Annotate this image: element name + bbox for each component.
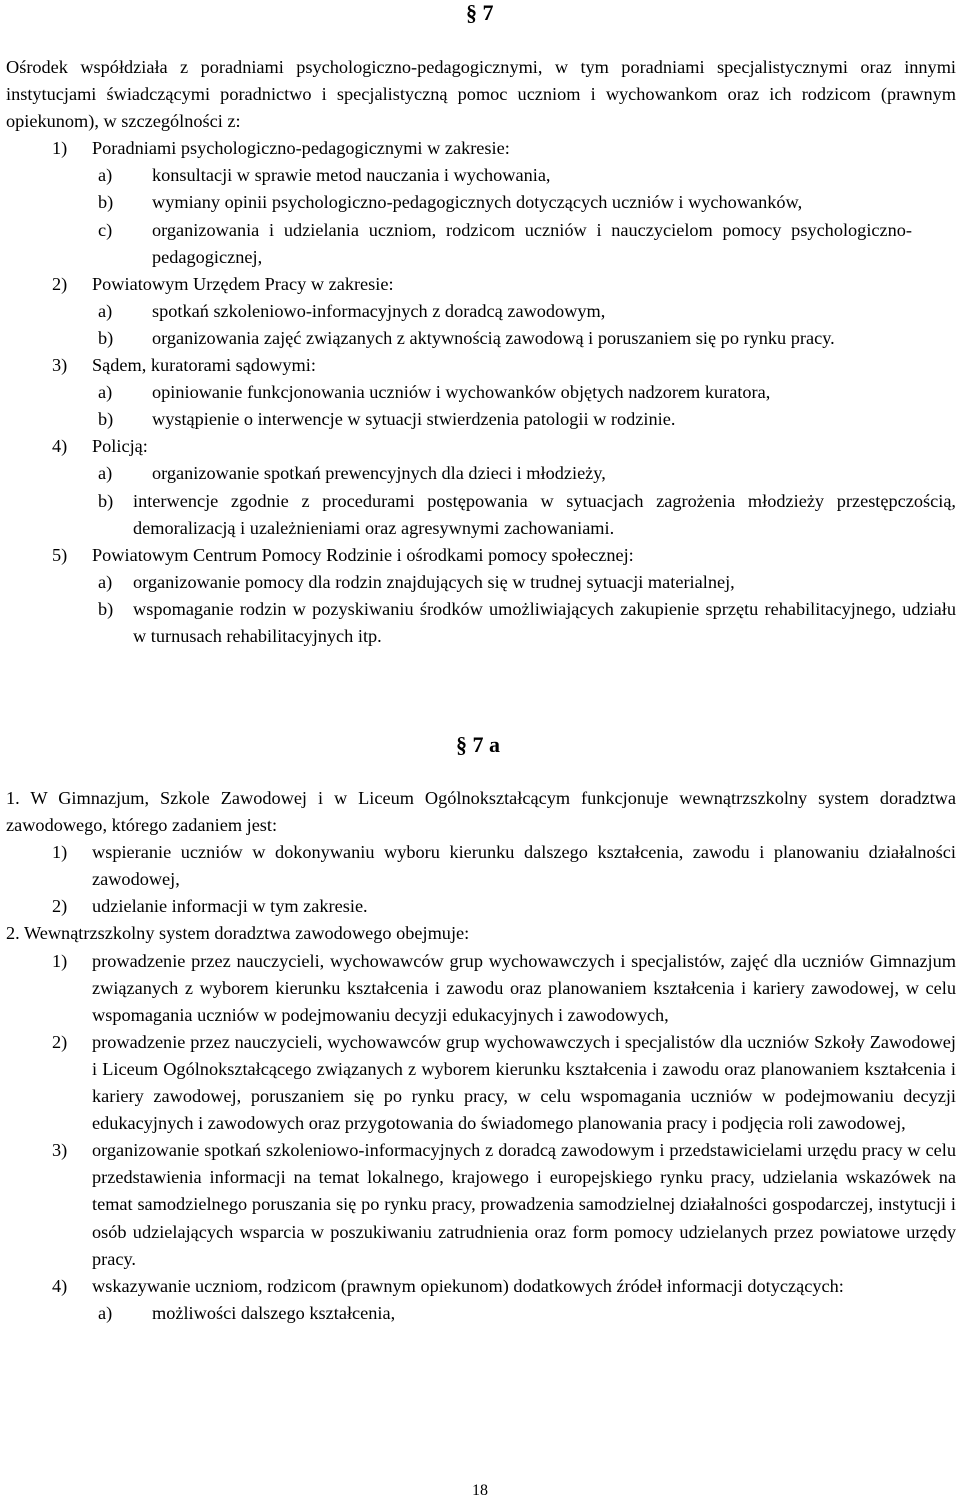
list-item: 1) wspieranie uczniów w dokonywaniu wyboru kierunku dalszego kształcenia, zawodu i planowaniu działalności zawodowej, xyxy=(52,842,956,890)
list-item: 4) wskazywanie uczniom, rodzicom (prawnym opiekunom) dodatkowych źródeł informacji dotyczących: xyxy=(52,1275,844,1296)
section-heading-7 xyxy=(466,2,494,24)
sub-list-item: b) interwencje zgodnie z procedurami postępowania w sytuacjach zagrożenia młodzieży przestępczością, demoralizacją i uzależnieniami oraz agresywnymi zachowaniami. xyxy=(98,490,956,538)
section-number: 7 a xyxy=(472,732,500,757)
list-item: 1) prowadzenie przez nauczycieli, wychowawców grup wychowawczych i specjalistów, zajęć dla uczniów Gimnazjum związanych z wyborem kierunku kształcenia i zawodu oraz planowaniem kształcenia i kariery zawodowej, w celu wspomagania uczniów w podejmowaniu decyzji edukacyjnych i zawodowych, xyxy=(52,950,956,1025)
sub-list-item: a) opiniowanie funkcjonowania uczniów i wychowanków objętych nadzorem kuratora, xyxy=(98,382,771,403)
paragraph-1: 1. W Gimnazjum, Szkole Zawodowej i w Liceum Ogólnokształcącym funkcjonuje wewnątrzszkolny system doradztwa zawodowego, którego zadaniem jest: xyxy=(6,788,956,836)
section-7-body xyxy=(6,54,956,650)
list-item: 3) organizowanie spotkań szkoleniowo-informacyjnych z doradcą zawodowym i przedstawicielami urzędu pracy w celu przedstawienia informacji na temat lokalnego, krajowego i europejskiego rynku pracy, udzielania wskazówek na temat samodzielnego poruszania się po rynku pracy, prowadzenia samodzielnej działalności gospodarczej, instytucji i osób udzielających wsparcia w poszukiwaniu zatrudnienia oraz form pomocy udzielanych przez powiatowe urzędy pracy. xyxy=(52,1140,956,1269)
sub-list-item: b) wystąpienie o interwencje w sytuacji stwierdzenia patologii w rodzinie. xyxy=(98,409,676,430)
list-item: 4) Policją: xyxy=(52,436,148,457)
sub-list-item: b) organizowania zajęć związanych z aktywnością zawodową i poruszaniem się po rynku pracy. xyxy=(98,327,835,348)
sub-list-item: a) możliwości dalszego kształcenia, xyxy=(98,1302,396,1323)
list-item: 2) Powiatowym Urzędem Pracy w zakresie: xyxy=(52,273,394,294)
sub-list-item: a) spotkań szkoleniowo-informacyjnych z doradcą zawodowym, xyxy=(98,300,606,321)
sub-list-item: a) organizowanie pomocy dla rodzin znajdujących się w trudnej sytuacji materialnej, xyxy=(98,571,735,592)
section-7a-body xyxy=(6,785,956,1327)
sub-list-item: a) konsultacji w sprawie metod nauczania i wychowania, xyxy=(98,165,551,186)
section-7-intro: Ośrodek współdziała z poradniami psychologiczno-pedagogicznymi, w tym poradniami specjalistycznymi oraz innymi instytucjami świadczącymi poradnictwo i specjalistyczną pomoc uczniom i wychowankom oraz ich rodzicom (prawnym opiekunom), w szczególności z: xyxy=(6,57,956,132)
sub-list-item: b) wymiany opinii psychologiczno-pedagogicznych dotyczących uczniów i wychowanków, xyxy=(98,192,803,213)
paragraph-2: 2. Wewnątrzszkolny system doradztwa zawodowego obejmuje: xyxy=(6,923,470,944)
list-item: 5) Powiatowym Centrum Pomocy Rodzinie i ośrodkami pomocy społecznej: xyxy=(52,544,634,565)
page-number: 18 xyxy=(472,1482,488,1499)
list-item: 2) udzielanie informacji w tym zakresie. xyxy=(52,896,368,917)
list-item: 3) Sądem, kuratorami sądowymi: xyxy=(52,355,316,376)
section-symbol: § xyxy=(466,0,477,25)
section-symbol: § xyxy=(456,732,467,757)
sub-list-item: b) wspomaganie rodzin w pozyskiwaniu środków umożliwiających zakupienie sprzętu rehabilitacyjnego, udziału w turnusach rehabilitacyjnych itp. xyxy=(98,598,956,646)
sub-list-item: c) organizowania i udzielania uczniom, rodzicom uczniów i nauczycielom pomocy psychologiczno-pedagogicznej, xyxy=(98,219,912,267)
sub-list-item: a) organizowanie spotkań prewencyjnych dla dzieci i młodzieży, xyxy=(98,463,606,484)
section-heading-7a xyxy=(456,734,500,756)
section-number: 7 xyxy=(482,0,494,25)
list-item: 1) Poradniami psychologiczno-pedagogicznymi w zakresie: xyxy=(52,138,510,159)
list-item: 2) prowadzenie przez nauczycieli, wychowawców grup wychowawczych i specjalistów dla uczniów Szkoły Zawodowej i Liceum Ogólnokształcącego związanych z wyborem kierunku kształcenia i zawodu oraz planowaniem kształcenia i kariery zawodowej, poruszaniem się po rynku pracy, w celu wspomagania uczniów w podejmowaniu decyzji edukacyjnych i zawodowych oraz przygotowania do świadomego planowania pracy i podjęcia roli zawodowej, xyxy=(52,1031,956,1134)
